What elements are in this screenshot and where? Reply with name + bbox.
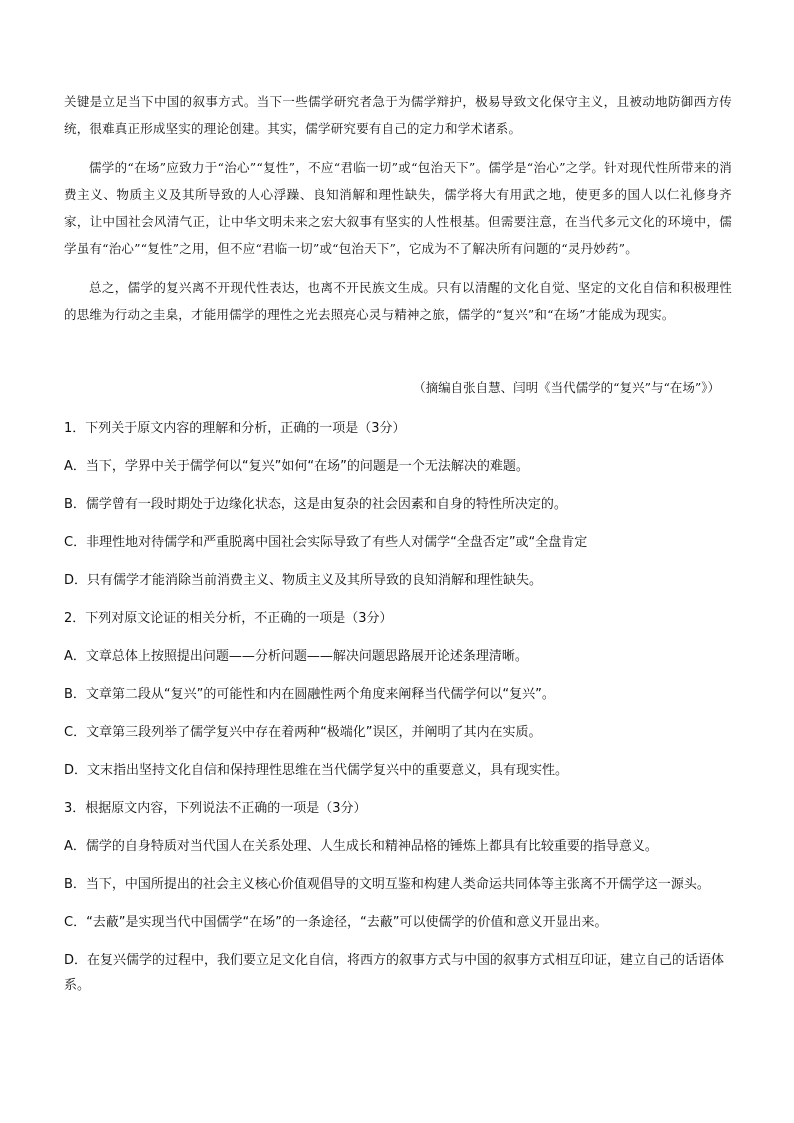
- question-2-option-a: A．文章总体上按照提出问题——分析问题——解决问题思路展开论述条理清晰。: [64, 649, 528, 664]
- passage-paragraph-2: 儒学的“在场”应致力于“治心”“复性”，不应“君临一切”或“包治天下”。儒学是“治心”之学。针对现代性所带来的消费主义、物质主义及其所导致的人心浮躁、良知消解和理性缺失，儒学将大有用武之地，使更多的国人以仁礼修身齐家，让中国社会风清气正，让中华文明未来之宏大叙事有坚实的人性根基。但需要注意，在当代多元文化的环境中，儒学虽有“治心”“复性”之用，但不应“君临一切”或“包治天下”，它成为不了解决所有问题的“灵丹妙药”。: [64, 160, 732, 256]
- question-3-stem: 3．根据原文内容，下列说法不正确的一项是（3分）: [64, 801, 367, 816]
- passage-paragraph-3: 总之，儒学的复兴离不开现代性表达，也离不开民族文生成。只有以清醒的文化自觉、坚定的文化自信和积极理性的思维为行动之圭臬，才能用儒学的理性之光去照亮心灵与精神之旅，儒学的“复兴”和“在场”才能成为现实。: [64, 280, 732, 322]
- question-1-option-c: C．非理性地对待儒学和严重脱离中国社会实际导致了有些人对儒学“全盘否定”或“全盘肯定: [64, 535, 588, 550]
- question-2-option-b: B．文章第二段从“复兴”的可能性和内在圆融性两个角度来阐释当代儒学何以“复兴”。: [64, 687, 555, 702]
- question-2-option-c: C．文章第三段列举了儒学复兴中存在着两种“极端化”误区，并阐明了其内在实质。: [64, 725, 542, 740]
- reading-passage: [64, 88, 732, 340]
- question-list: [64, 416, 734, 1011]
- question-3-option-b: B．当下，中国所提出的社会主义核心价值观倡导的文明互鉴和构建人类命运共同体等主张离不开儒学这一源头。: [64, 877, 710, 892]
- question-2-stem: 2．下列对原文论证的相关分析，不正确的一项是（3分）: [64, 611, 393, 626]
- passage-paragraph-1: 关键是立足当下中国的叙事方式。当下一些儒学研究者急于为儒学辩护，极易导致文化保守主义，且被动地防御西方传统，很难真正形成坚实的理论创建。其实，儒学研究要有自己的定力和学术诸系。: [64, 94, 732, 136]
- question-1-stem: 1．下列关于原文内容的理解和分析，正确的一项是（3分）: [64, 421, 406, 436]
- question-3-option-c: C．“去蔽”是实现当代中国儒学“在场”的一条途径，“去蔽”可以使儒学的价值和意义开显出来。: [64, 915, 608, 930]
- question-2-option-d: D．文末指出坚持文化自信和保持理性思维在当代儒学复兴中的重要意义，具有现实性。: [64, 763, 569, 778]
- question-3-option-a: A．儒学的自身特质对当代国人在关系处理、人生成长和精神品格的锤炼上都具有比较重要的指导意义。: [64, 839, 658, 854]
- question-1-option-b: B．儒学曾有一段时期处于边缘化状态，这是由复杂的社会因素和自身的特性所决定的。: [64, 497, 567, 512]
- question-3-option-d: D．在复兴儒学的过程中，我们要立足文化自信，将西方的叙事方式与中国的叙事方式相互印证，建立自己的话语体系。: [64, 953, 725, 993]
- question-1-option-d: D．只有儒学才能消除当前消费主义、物质主义及其所导致的良知消解和理性缺失。: [64, 573, 543, 588]
- passage-source: （摘编自张自慧、闫明《当代儒学的“复兴”与“在场”》）: [413, 380, 720, 395]
- question-1-option-a: A．当下，学界中关于儒学何以“复兴”如何“在场”的问题是一个无法解决的难题。: [64, 459, 529, 474]
